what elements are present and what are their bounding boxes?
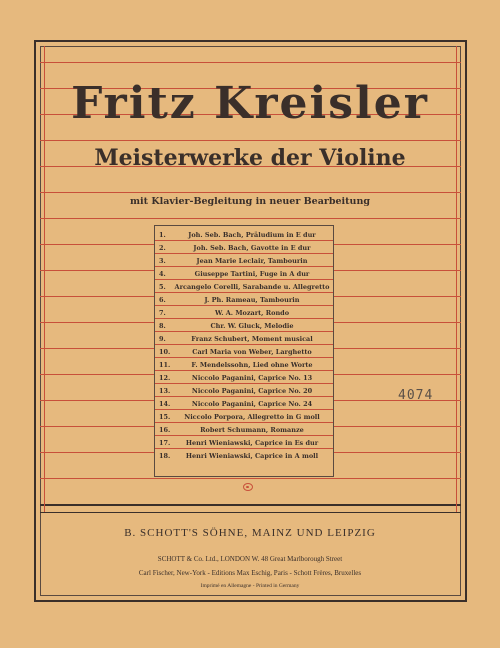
item-title: Giuseppe Tartini, Fuge in A dur (194, 270, 310, 278)
list-item (155, 449, 333, 462)
list-item (155, 345, 333, 358)
item-title: Niccolo Paganini, Caprice No. 13 (191, 374, 313, 382)
staff-line (40, 62, 461, 63)
item-title: Henri Wieniawski, Caprice in Es dur (185, 439, 319, 447)
collection-title: Meisterwerke der Violine (94, 145, 406, 171)
item-number: 14. (159, 400, 171, 408)
item-number: 11. (159, 361, 171, 369)
list-item (155, 397, 333, 410)
item-number: 3. (159, 257, 166, 265)
item-title: Niccolo Paganini, Caprice No. 24 (191, 400, 313, 408)
list-item (155, 306, 333, 319)
item-number: 1. (159, 231, 166, 239)
publisher-emblem-icon (243, 483, 253, 491)
item-title: Arcangelo Corelli, Sarabande u. Allegretto (174, 283, 330, 291)
item-title: J. Ph. Rameau, Tambourin (204, 296, 300, 304)
list-item (155, 254, 333, 267)
item-number: 10. (159, 348, 171, 356)
contents-list (154, 225, 334, 477)
item-title: F. Mendelssohn, Lied ohne Worte (191, 361, 313, 369)
item-title: Robert Schumann, Romanze (200, 426, 304, 434)
item-number: 18. (159, 452, 171, 460)
list-item (155, 332, 333, 345)
item-title: Niccolo Porpora, Allegretto in G moll (184, 413, 320, 421)
list-item (155, 293, 333, 306)
item-title: Niccolo Paganini, Caprice No. 20 (191, 387, 313, 395)
item-title: Jean Marie Leclair, Tambourin (196, 257, 308, 265)
item-number: 17. (159, 439, 171, 447)
item-title: Chr. W. Gluck, Melodie (210, 322, 294, 330)
staff-line (40, 140, 461, 141)
catalog-number: 4074 (398, 388, 434, 403)
item-number: 4. (159, 270, 166, 278)
staff-line (40, 512, 461, 513)
item-number: 2. (159, 244, 166, 252)
publisher-name: B. SCHOTT'S SÖHNE, MAINZ UND LEIPZIG (124, 527, 376, 539)
item-title: Henri Wieniawski, Caprice in A moll (185, 452, 319, 460)
list-item (155, 384, 333, 397)
item-number: 9. (159, 335, 166, 343)
item-title: Franz Schubert, Moment musical (191, 335, 313, 343)
list-item (155, 228, 333, 241)
item-number: 15. (159, 413, 171, 421)
item-number: 13. (159, 387, 171, 395)
staff-line (40, 192, 461, 193)
item-title: Joh. Seb. Bach, Gavotte in E dur (193, 244, 311, 252)
publisher-address-line: SCHOTT & Co. Ltd., LONDON W. 48 Great Marlborough Street (157, 555, 343, 563)
list-item (155, 319, 333, 332)
item-number: 8. (159, 322, 166, 330)
item-title: W. A. Mozart, Rondo (214, 309, 290, 317)
item-number: 5. (159, 283, 166, 291)
publisher-address-line: Carl Fischer, New-York - Editions Max Eschig, Paris - Schott Frères, Bruxelles (138, 569, 362, 577)
list-item (155, 423, 333, 436)
collection-subtitle: mit Klavier-Begleitung in neuer Bearbeitung (129, 196, 371, 207)
item-title: Joh. Seb. Bach, Präludium in E dur (188, 231, 316, 239)
print-notice: Imprimé en Allemagne - Printed in Germany (200, 583, 300, 589)
item-number: 7. (159, 309, 166, 317)
composer-name: Fritz Kreisler (71, 78, 429, 129)
item-number: 6. (159, 296, 166, 304)
list-item (155, 371, 333, 384)
list-item (155, 241, 333, 254)
list-item (155, 410, 333, 423)
list-item (155, 436, 333, 449)
list-item (155, 267, 333, 280)
staff-line (40, 478, 461, 479)
item-number: 16. (159, 426, 171, 434)
list-item (155, 280, 333, 293)
item-number: 12. (159, 374, 171, 382)
staff-line (40, 504, 461, 506)
list-item (155, 358, 333, 371)
item-title: Carl Maria von Weber, Larghetto (192, 348, 312, 356)
staff-line (40, 218, 461, 219)
